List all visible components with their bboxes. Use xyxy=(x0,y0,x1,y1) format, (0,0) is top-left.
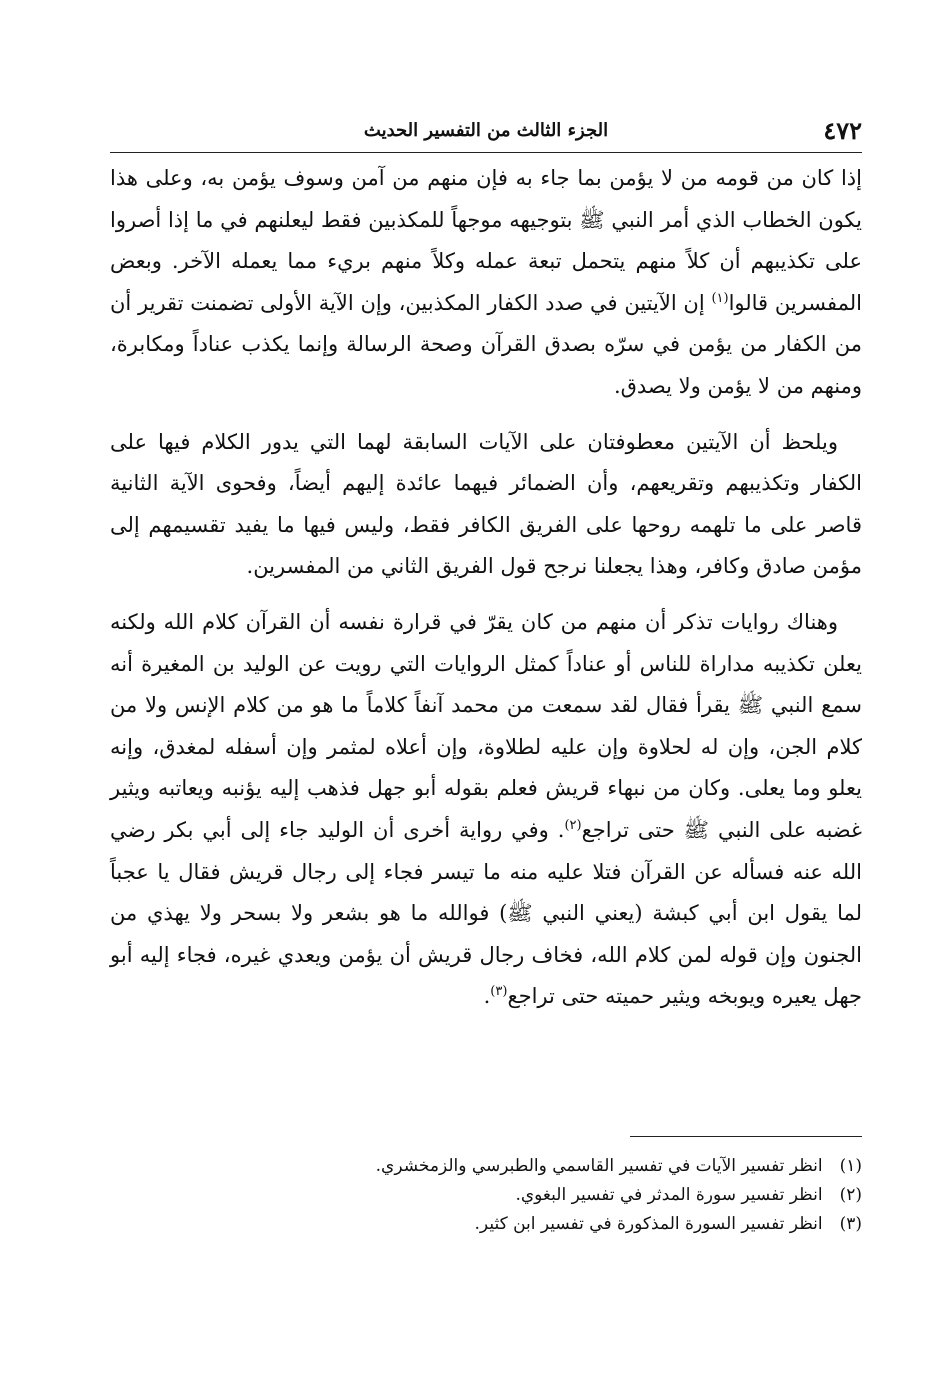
page-number: ٤٧٢ xyxy=(823,116,862,145)
footnote-3 xyxy=(110,1210,862,1239)
footnote-separator xyxy=(630,1136,862,1137)
running-header xyxy=(110,112,862,153)
paragraph-3 xyxy=(110,602,862,1018)
paragraph-1-text: إذا كان من قومه من لا يؤمن بما جاء به فإن منهم من آمن وسوف يؤمن به، وعلى هذا يكون الخطاب الذي أمر النبي ﷺ بتوجيهه موجهاً للمكذبين فقط ليعلنهم في ما إذا أصروا على تكذيبهم أن كلاً منهم يتحمل تبعة عمله وكلاً منهم بريء مما يعمله الآخر. وبعض المفسرين قالوا xyxy=(110,166,863,315)
paragraph-1-text-after: إن الآيتين في صدد الكفار المكذبين، وإن الآية الأولى تضمنت تقرير أن من الكفار من يؤمن في سرّه بصدق القرآن وصحة الرسالة وإنما يكذب عناداً ومكابرة، ومنهم من لا يؤمن ولا يصدق. xyxy=(110,290,862,398)
footnote-number: (١) xyxy=(839,1156,862,1176)
footnote-text: انظر تفسير السورة المذكورة في تفسير ابن كثير. xyxy=(474,1214,823,1234)
footnote-ref-2[interactable]: (٢) xyxy=(564,817,582,833)
footnotes xyxy=(110,1152,862,1239)
paragraph-1 xyxy=(110,158,862,408)
footnote-text: انظر تفسير الآيات في تفسير القاسمي والطبرسي والزمخشري. xyxy=(375,1156,823,1176)
paragraph-2 xyxy=(110,422,862,588)
paragraph-3-text-after: . وفي رواية أخرى أن الوليد جاء إلى أبي بكر رضي الله عنه فسأله عن القرآن فتلا عليه منه ما تيسر فجاء إلى رجال قريش فقال يا عجباً لما يقول ابن أبي كبشة (يعني النبي ﷺ) فوالله ما هو بشعر ولا بسحر ولا يهذي من الجنون وإن قوله لمن كلام الله، فخاف رجال قريش أن يؤمن ويعدي غيره، فجاء إليه أبو جهل يعيره ويوبخه ويثير حميته حتى تراجع xyxy=(110,817,862,1009)
footnote-number: (٢) xyxy=(839,1185,862,1205)
body-text xyxy=(110,158,862,1032)
footnote-ref-1[interactable]: (١) xyxy=(711,290,729,306)
footnote-1 xyxy=(110,1152,862,1181)
paragraph-3-text: وهناك روايات تذكر أن منهم من كان يقرّ في قرارة نفسه أن القرآن كلام الله ولكنه يعلن تكذيبه مداراة للناس أو عناداً كمثل الروايات التي رويت عن الوليد بن المغيرة أنه سمع النبي ﷺ يقرأ فقال لقد سمعت من محمد آنفاً كلاماً ما هو من كلام الإنس ولا من كلام الجن، وإن له لحلاوة وإن عليه لطلاوة، وإن أعلاه لمثمر وإن أسفله لمغدق، وإنه يعلو وما يعلى. وكان من نبهاء قريش فعلم بقوله أبو جهل فذهب إليه يؤنبه ويعاتبه ويثير غضبه على النبي ﷺ حتى تراجع xyxy=(110,609,862,842)
footnote-2 xyxy=(110,1181,862,1210)
paragraph-3-text-end: . xyxy=(483,984,491,1009)
footnote-number: (٣) xyxy=(839,1214,862,1234)
footnote-ref-3[interactable]: (٣) xyxy=(490,984,508,1000)
footnote-text: انظر تفسير سورة المدثر في تفسير البغوي. xyxy=(515,1185,823,1205)
running-title: الجزء الثالث من التفسير الحديث xyxy=(363,120,609,141)
paragraph-2-text: ويلحظ أن الآيتين معطوفتان على الآيات السابقة لهما التي يدور الكلام فيها على الكفار وتكذيبهم وتقريعهم، وأن الضمائر فيهما عائدة إليهم أيضاً، وفحوى الآية الثانية قاصر على ما تلهمه روحها على الفريق الكافر فقط، وليس فيها ما يفيد تقسيمهم إلى مؤمن صادق وكافر، وهذا يجعلنا نرجح قول الفريق الثاني من المفسرين. xyxy=(110,429,862,579)
